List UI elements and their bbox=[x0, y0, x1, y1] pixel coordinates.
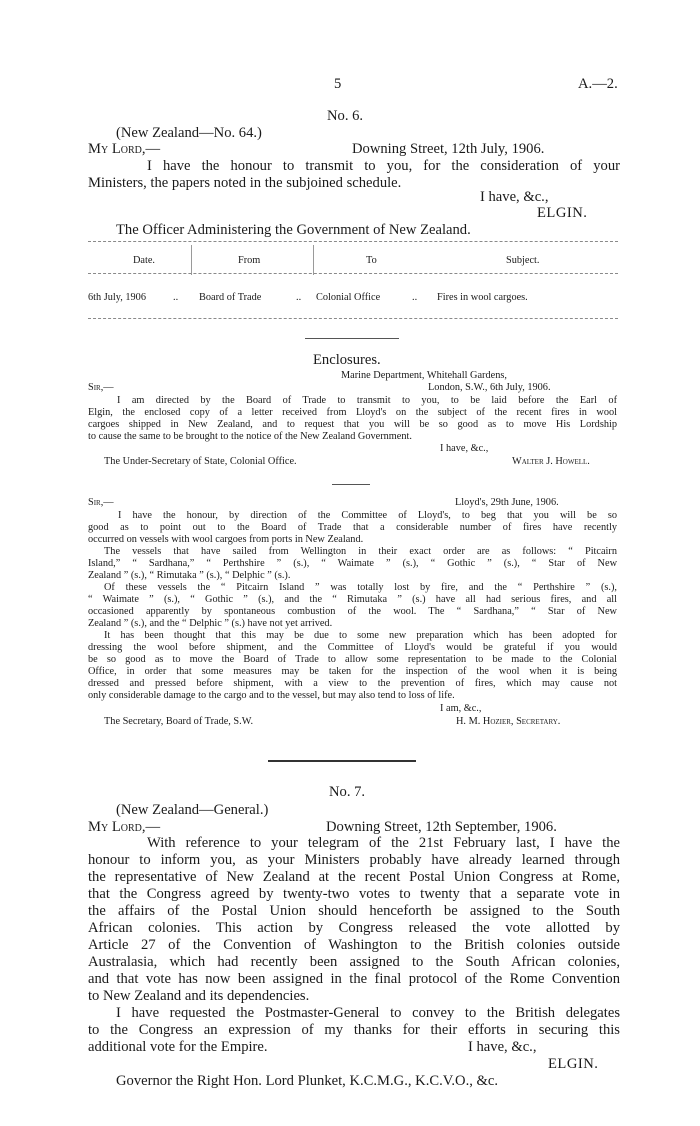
letter2-body-line: Office, in order that some measures may be taken for the inspection of the wool when it is being bbox=[88, 666, 617, 677]
section-divider bbox=[305, 338, 399, 339]
body-line: the representative of New Zealand at the recent Postal Union Congress at Rome, bbox=[88, 869, 620, 885]
salutation-no6: My Lord,— bbox=[88, 141, 161, 157]
leader-dots: .. bbox=[173, 292, 179, 303]
leader-dots: .. bbox=[296, 292, 302, 303]
body-line: honour to inform you, as your Ministers probably have already learned through bbox=[88, 852, 620, 868]
letter2-closing: I am, &c., bbox=[440, 703, 482, 714]
address-no6: Downing Street, 12th July, 1906. bbox=[352, 141, 545, 157]
letter1-signature: Walter J. Howell. bbox=[512, 456, 590, 467]
letter1-body-line: I am directed by the Board of Trade to transmit to you, to be laid before the Earl of bbox=[117, 395, 617, 406]
page-number: 5 bbox=[334, 76, 342, 92]
column-divider bbox=[313, 245, 314, 275]
body-line: and that vote has now been assigned in the final protocol of the Rome Convention bbox=[88, 971, 620, 987]
enclosures-heading: Enclosures. bbox=[313, 352, 381, 368]
letter2-body-line: It has been thought that this may be due to some new preparation which has been adopted for bbox=[104, 630, 617, 641]
letter2-signature: H. M. Hozier, Secretary. bbox=[456, 716, 561, 727]
body-line: I have requested the Postmaster-General to convey to the British delegates bbox=[116, 1005, 620, 1021]
letter2-body-line: occurred on vessels with wool cargoes from ports in New Zealand. bbox=[88, 534, 364, 545]
addressee-no6: The Officer Administering the Government of New Zealand. bbox=[116, 222, 471, 238]
signature-no7: ELGIN. bbox=[548, 1056, 599, 1072]
letter1-address-line: Marine Department, Whitehall Gardens, bbox=[341, 370, 507, 381]
table-rule bbox=[88, 318, 618, 319]
column-header: To bbox=[366, 255, 377, 266]
letter2-body-line: Zealand ” (s.), “ Rimutaka ” (s.), “ Delphic ” (s.). bbox=[88, 570, 291, 581]
cell-to: Colonial Office bbox=[316, 292, 381, 303]
signature-no6: ELGIN. bbox=[537, 205, 588, 221]
column-header: From bbox=[238, 255, 261, 266]
letter2-body-line: dressing the wool before shipment, and the Committee of Lloyd's would be grateful if you would bbox=[88, 642, 617, 653]
closing-no6: I have, &c., bbox=[480, 189, 549, 205]
letter2-body-line: only considerable damage to the cargo and to the vessel, but may also tend to loss of life. bbox=[88, 690, 455, 701]
cell-date: 6th July, 1906 bbox=[88, 292, 146, 303]
closing-no7: I have, &c., bbox=[468, 1039, 537, 1055]
table-rule bbox=[88, 241, 618, 242]
letter2-body-line: Island,” “ Sardhana,” “ Perthshire ” (s.), “ Waimate ” (s.), “ Gothic ” (s.), “ Star of New bbox=[88, 558, 617, 569]
body-line: I have the honour to transmit to you, for the consideration of your bbox=[147, 158, 620, 174]
letter1-body-line: cargoes shipped in New Zealand, and to request that you will be so good as to move His Lordship bbox=[88, 419, 617, 430]
column-header: Subject. bbox=[506, 255, 540, 266]
despatch-series-no7: (New Zealand—General.) bbox=[116, 802, 269, 818]
letter1-body-line: Elgin, the enclosed copy of a letter received from Lloyd's on the subject of the recent fires in wool bbox=[88, 407, 617, 418]
despatch-heading-no6: No. 6. bbox=[327, 108, 364, 124]
document-reference: A.—2. bbox=[578, 76, 618, 92]
body-line: African colonies. This action by Congress released the vote allotted by bbox=[88, 920, 620, 936]
body-line: Ministers, the papers noted in the subjoined schedule. bbox=[88, 175, 402, 191]
letter1-addressee: The Under-Secretary of State, Colonial Office. bbox=[104, 456, 297, 467]
leader-dots: .. bbox=[412, 292, 418, 303]
address-no7: Downing Street, 12th September, 1906. bbox=[326, 819, 557, 835]
letter2-body-line: occasioned apparently by spontaneous combustion of the wool. The “ Sardhana,” “ Star of New bbox=[88, 606, 617, 617]
body-line: to the Congress an expression of my thanks for their efforts in securing this bbox=[88, 1022, 620, 1038]
body-line: the affairs of the Postal Union should henceforth be assigned to the South bbox=[88, 903, 620, 919]
table-rule bbox=[88, 273, 618, 274]
letter2-body-line: I have the honour, by direction of the Committee of Lloyd's, to beg that you will be so bbox=[118, 510, 617, 521]
letter2-body-line: be so good as to move the Board of Trade to allow some representation to be made to the Colonial bbox=[88, 654, 617, 665]
body-line: that the Congress agreed by twenty-two votes to twenty that a separate vote in bbox=[88, 886, 620, 902]
letter2-date: Lloyd's, 29th June, 1906. bbox=[455, 497, 559, 508]
despatch-series-no6: (New Zealand—No. 64.) bbox=[116, 125, 262, 141]
letter1-body-line: to cause the same to be brought to the notice of the New Zealand Government. bbox=[88, 431, 412, 442]
letter2-body-line: Zealand ” (s.), and the “ Delphic ” (s.) have not yet arrived. bbox=[88, 618, 333, 629]
body-line: With reference to your telegram of the 21st February last, I have the bbox=[147, 835, 620, 851]
body-line: Australasia, which had recently been assigned to the South African colonies, bbox=[88, 954, 620, 970]
column-divider bbox=[191, 245, 192, 275]
section-divider bbox=[268, 760, 416, 762]
despatch-heading-no7: No. 7. bbox=[329, 784, 366, 800]
body-line: additional vote for the Empire. bbox=[88, 1039, 268, 1055]
cell-subject: Fires in wool cargoes. bbox=[437, 292, 528, 303]
letter1-address-line: London, S.W., 6th July, 1906. bbox=[428, 382, 551, 393]
salutation-no7: My Lord,— bbox=[88, 819, 161, 835]
letter2-body-line: Of these vessels the “ Pitcairn Island ” was totally lost by fire, and the “ Perthshire ” (s.), bbox=[104, 582, 617, 593]
letter1-salutation: Sir,— bbox=[88, 382, 114, 393]
cell-from: Board of Trade bbox=[199, 292, 262, 303]
body-line: Article 27 of the Convention of Washington to the British colonies outside bbox=[88, 937, 620, 953]
letter2-addressee: The Secretary, Board of Trade, S.W. bbox=[104, 716, 254, 727]
letter2-salutation: Sir,— bbox=[88, 497, 114, 508]
letter2-body-line: The vessels that have sailed from Wellington in their exact order are as follows: “ Pitcairn bbox=[104, 546, 617, 557]
body-line: to New Zealand and its dependencies. bbox=[88, 988, 310, 1004]
letter1-closing: I have, &c., bbox=[440, 443, 489, 454]
section-divider bbox=[332, 484, 370, 485]
column-header: Date. bbox=[133, 255, 156, 266]
addressee-no7: Governor the Right Hon. Lord Plunket, K.C.M.G., K.C.V.O., &c. bbox=[116, 1073, 498, 1089]
letter2-body-line: good as to point out to the Board of Trade that a considerable number of fires have recently bbox=[88, 522, 617, 533]
letter2-body-line: “ Waimate ” (s.), “ Gothic ” (s.), and the “ Rimutaka ” (s.) have all had serious fires, and all bbox=[88, 594, 617, 605]
letter2-body-line: dressed and pressed before shipment, with a view to the prevention of fires, which may cause not bbox=[88, 678, 617, 689]
